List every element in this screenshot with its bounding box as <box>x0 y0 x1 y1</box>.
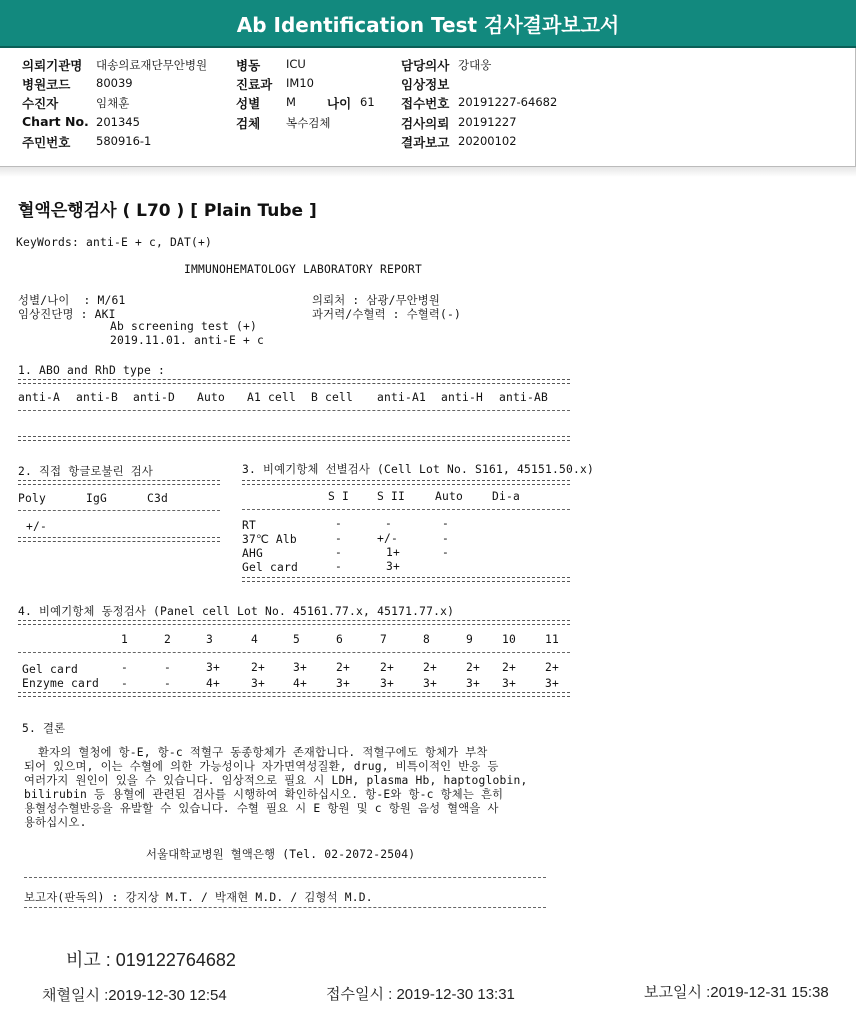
panel-cell-number: 6 <box>336 633 344 646</box>
screen-cell: - <box>335 517 343 530</box>
panel-enzyme-result: 3+ <box>380 677 395 690</box>
institution-value: 대송의료재단무안병원 <box>96 58 208 72</box>
screen-col-dia: Di-a <box>492 490 521 503</box>
panel-enzyme-result: 4+ <box>293 677 308 690</box>
screen-row-label: 37℃ Alb <box>242 533 297 546</box>
screen-row-label: Gel card <box>242 561 299 574</box>
section-abo-title: 1. ABO and RhD type : <box>18 364 166 377</box>
abo-col-header: Auto <box>197 391 226 404</box>
report-title: Ab Identification Test 검사결과보고서 <box>236 13 620 37</box>
sex-age-line: 성별/나이 : M/61 <box>18 294 126 307</box>
conclusion-line: 용하십시오. <box>24 816 87 829</box>
screen-cell: - <box>335 532 343 545</box>
screen-cell: - <box>385 517 393 530</box>
screen-col-sii: S II <box>377 490 406 503</box>
abo-col-header: anti-A1 <box>377 391 427 404</box>
dat-col-poly: Poly <box>18 492 47 505</box>
panel-enzyme-result: 3+ <box>336 677 351 690</box>
section-dat-rule-mid <box>18 510 220 511</box>
reporter-rule-bottom <box>24 907 546 908</box>
clinical-label: 임상정보 <box>401 77 450 92</box>
hospital-code-value: 80039 <box>96 76 133 90</box>
abo-col-header: anti-A <box>18 391 61 404</box>
section-panel-rule-bottom <box>18 692 570 697</box>
panel-gel-label: Gel card <box>22 663 79 676</box>
section-panel-rule-mid <box>18 652 570 653</box>
diagnosis-line: 임상진단명 : AKI <box>18 308 116 321</box>
section-panel-title: 4. 비예기항체 동정검사 (Panel cell Lot No. 45161.77.x, 45171.77.x) <box>18 605 455 618</box>
panel-enzyme-result: 3+ <box>502 677 517 690</box>
panel-cell-number: 8 <box>423 633 431 646</box>
abo-col-header: A1 cell <box>247 391 297 404</box>
panel-enzyme-result: - <box>164 677 172 690</box>
screen-col-si: S I <box>328 490 350 503</box>
hospital-contact: 서울대학교병원 혈액은행 (Tel. 02-2072-2504) <box>146 848 416 861</box>
result-value: 20200102 <box>458 134 517 148</box>
conclusion-line: bilirubin 등 용혈에 관련된 검사를 시행하여 확인하십시오. 항-E와 항-c 항체는 흔히 <box>24 788 504 801</box>
screen-cell: - <box>442 517 450 530</box>
examinee-label: 수진자 <box>22 96 59 111</box>
panel-enzyme-result: - <box>121 677 129 690</box>
reported-datetime: 보고일시 :2019-12-31 15:38 <box>644 984 829 1001</box>
panel-cell-number: 11 <box>545 633 560 646</box>
screen-cell: - <box>335 546 343 559</box>
sex-label: 성별 <box>236 96 261 111</box>
section-screen-title: 3. 비예기항체 선별검사 (Cell Lot No. S161, 45151.50.x) <box>242 463 595 476</box>
panel-enzyme-result: 3+ <box>423 677 438 690</box>
panel-enzyme-result: 4+ <box>206 677 221 690</box>
section-dat-rule-top <box>18 480 220 485</box>
screen-cell: - <box>442 532 450 545</box>
screen-cell: - <box>335 560 343 573</box>
header-shadow <box>0 167 856 177</box>
conclusion-line: 되어 있으며, 이는 수혈에 의한 가능성이나 자가면역성질환, drug, 비특이적인 반응 등 <box>24 760 499 773</box>
panel-enzyme-result: 3+ <box>466 677 481 690</box>
section-abo-rule-top <box>18 379 570 384</box>
section-abo-rule-mid <box>18 410 570 411</box>
result-label: 결과보고 <box>401 135 450 150</box>
diagnosis-line-3: 2019.11.01. anti-E + c <box>110 334 265 347</box>
examinee-value: 임채훈 <box>96 96 130 110</box>
conclusion-line: 환자의 혈청에 항-E, 항-c 적혈구 동종항체가 존재합니다. 적혈구에도 항체가 부착 <box>24 746 488 759</box>
institution-label: 의뢰기관명 <box>22 58 83 73</box>
request-value: 20191227 <box>458 115 517 129</box>
panel-cell-number: 10 <box>502 633 517 646</box>
dept-label: 진료과 <box>236 77 273 92</box>
panel-gel-result: 2+ <box>336 661 351 674</box>
screen-cell: 1+ <box>386 546 401 559</box>
panel-cell-number: 2 <box>164 633 172 646</box>
conclusion-line: 용혈성수혈반응을 유발할 수 있습니다. 수혈 필요 시 E 항원 및 c 항원 음성 혈액을 사 <box>24 802 499 815</box>
panel-cell-number: 1 <box>121 633 129 646</box>
doctor-value: 강대웅 <box>458 58 492 72</box>
panel-cell-number: 7 <box>380 633 388 646</box>
regno-label: 주민번호 <box>22 135 71 150</box>
panel-cell-number: 5 <box>293 633 301 646</box>
screen-cell: 3+ <box>386 560 401 573</box>
panel-enzyme-label: Enzyme card <box>22 677 100 690</box>
panel-cell-number: 9 <box>466 633 474 646</box>
history-line: 과거력/수혈력 : 수혈력(-) <box>312 308 462 321</box>
collected-datetime: 채혈일시 :2019-12-30 12:54 <box>42 987 227 1004</box>
ward-label: 병동 <box>236 58 261 73</box>
section-dat-title: 2. 직접 항글로불린 검사 <box>18 465 154 478</box>
panel-gel-result: 2+ <box>502 661 517 674</box>
patient-header <box>0 48 856 166</box>
section-abo-rule-bottom <box>18 436 570 441</box>
chart-label: Chart No. <box>22 114 89 129</box>
lab-report-title: IMMUNOHEMATOLOGY LABORATORY REPORT <box>184 263 423 276</box>
report-heading: 혈액은행검사 ( L70 ) [ Plain Tube ] <box>18 201 317 221</box>
specimen-label: 검체 <box>236 116 261 131</box>
chart-value: 201345 <box>96 115 140 129</box>
conclusion-line: 여러가지 원인이 있을 수 있습니다. 임상적으로 필요 시 LDH, plasma Hb, haptoglobin, <box>24 774 528 787</box>
section-conclusion-title: 5. 결론 <box>22 722 66 735</box>
reporter-rule-top <box>24 877 546 878</box>
panel-gel-result: - <box>164 661 172 674</box>
hospital-code-label: 병원코드 <box>22 77 71 92</box>
diagnosis-line-2: Ab screening test (+) <box>110 320 258 333</box>
doctor-label: 담당의사 <box>401 58 450 73</box>
age-value: 61 <box>360 95 375 109</box>
abo-col-header: anti-AB <box>499 391 549 404</box>
panel-gel-result: 3+ <box>206 661 221 674</box>
panel-cell-number: 4 <box>251 633 259 646</box>
sex-value: M <box>286 95 296 109</box>
panel-gel-result: 2+ <box>380 661 395 674</box>
section-dat-rule-bottom <box>18 537 220 542</box>
ward-value: ICU <box>286 57 306 71</box>
section-screen-rule-bottom <box>242 577 570 582</box>
received-datetime: 접수일시 : 2019-12-30 13:31 <box>326 986 515 1003</box>
age-label: 나이 <box>327 96 352 111</box>
regno-value: 580916-1 <box>96 134 152 148</box>
screen-cell: +/- <box>377 532 399 545</box>
dat-col-igg: IgG <box>86 492 108 505</box>
specimen-value: 복수검체 <box>286 116 331 130</box>
dat-col-c3d: C3d <box>147 492 169 505</box>
abo-col-header: B cell <box>311 391 354 404</box>
abo-col-header: anti-D <box>133 391 176 404</box>
request-label: 검사의뢰 <box>401 116 450 131</box>
panel-enzyme-result: 3+ <box>545 677 560 690</box>
section-screen-rule-mid <box>242 509 570 510</box>
screen-row-label: AHG <box>242 547 264 560</box>
screen-row-label: RT <box>242 519 257 532</box>
panel-gel-result: 2+ <box>423 661 438 674</box>
screen-col-auto: Auto <box>435 490 464 503</box>
panel-gel-result: 3+ <box>293 661 308 674</box>
panel-cell-number: 3 <box>206 633 214 646</box>
reporters: 보고자(판독의) : 강지상 M.T. / 박재현 M.D. / 김형석 M.D. <box>24 891 373 904</box>
abo-col-header: anti-H <box>441 391 484 404</box>
panel-gel-result: 2+ <box>545 661 560 674</box>
keywords: KeyWords: anti-E + c, DAT(+) <box>16 236 213 249</box>
report-title-bar <box>0 0 856 48</box>
panel-gel-result: - <box>121 661 129 674</box>
dept-value: IM10 <box>286 76 314 90</box>
panel-enzyme-result: 3+ <box>251 677 266 690</box>
requester-line: 의뢰처 : 삼광/무안병원 <box>312 294 441 307</box>
screen-cell: - <box>442 546 450 559</box>
receipt-label: 접수번호 <box>401 96 450 111</box>
panel-gel-result: 2+ <box>466 661 481 674</box>
receipt-value: 20191227-64682 <box>458 95 558 109</box>
abo-col-header: anti-B <box>76 391 119 404</box>
section-screen-rule-top <box>242 480 570 485</box>
dat-value: +/- <box>26 520 48 533</box>
panel-gel-result: 2+ <box>251 661 266 674</box>
footer-note: 비고 : 019122764682 <box>66 950 236 970</box>
section-panel-rule-top <box>18 620 570 625</box>
